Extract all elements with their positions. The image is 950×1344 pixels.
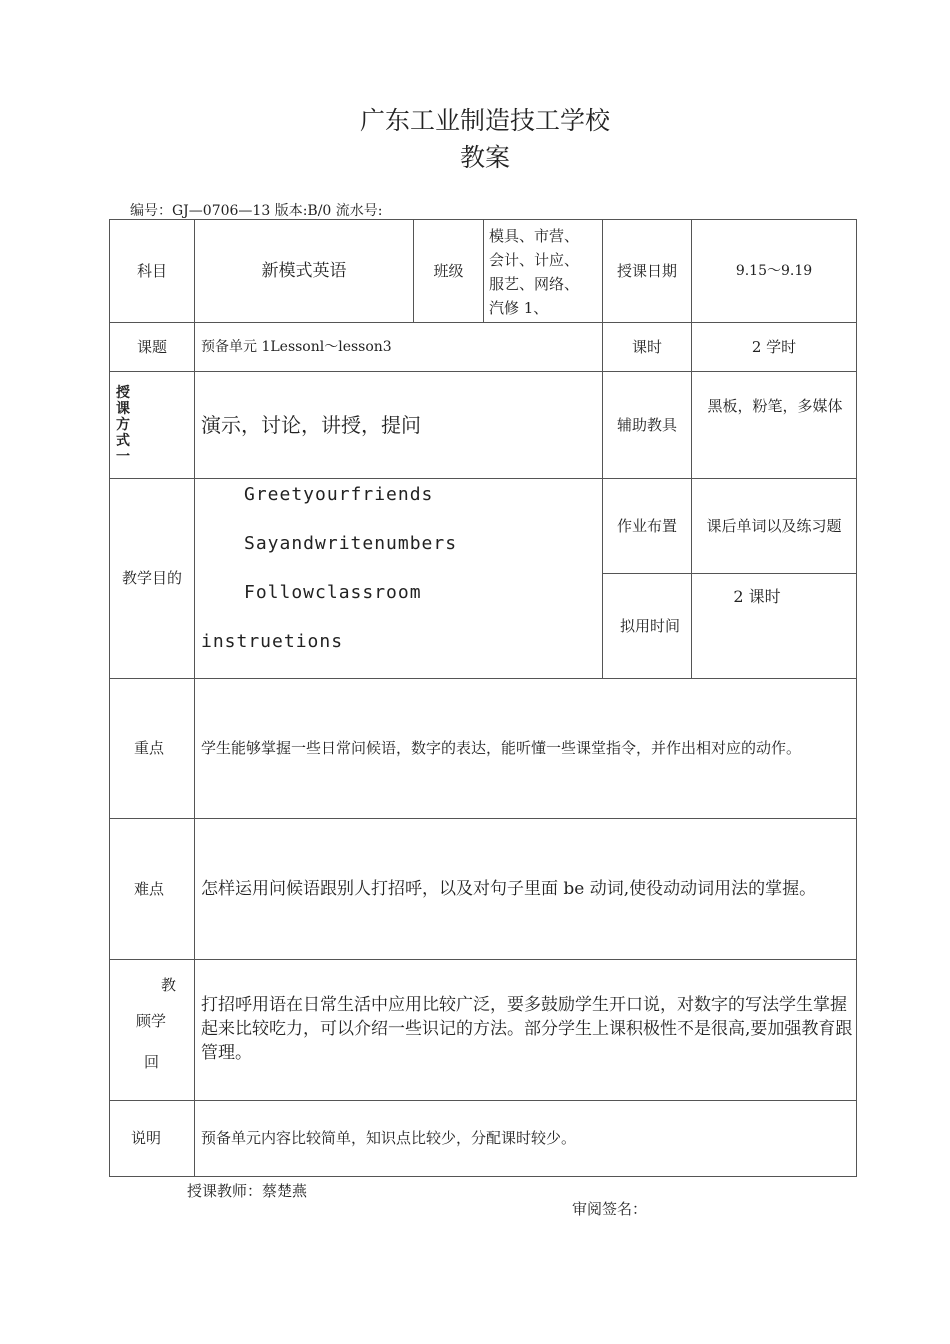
topic-label: 课题	[136, 337, 167, 356]
aids-label: 辅助教具	[616, 415, 677, 434]
homework-label: 作业布置	[616, 516, 677, 535]
difficulty-value: 怎样运用问候语跟别人打招呼，以及对句子里面 be 动词,使役动动词用法的掌握。	[201, 878, 817, 899]
document-meta: 编号：GJ—0706—13 版本:B/0 流水号:	[130, 203, 383, 219]
class-line: 模具、市营、	[489, 227, 580, 245]
aids-value: 黑板，粉笔，多媒体	[707, 397, 843, 415]
time-label: 拟用时间	[619, 616, 680, 635]
class-label: 班级	[433, 261, 464, 280]
class-line: 服艺、网络、	[489, 275, 580, 293]
review-label-line: 顾学	[136, 1012, 167, 1030]
goal-line: Followclassroom	[244, 582, 422, 603]
note-label: 说明	[130, 1129, 161, 1148]
review-label-line: 教	[161, 976, 177, 994]
method-label-char: 方	[116, 417, 130, 434]
subject-value: 新模式英语	[261, 260, 347, 281]
goal-label: 教学目的	[121, 569, 182, 588]
reviewer-signature: 审阅签名：	[572, 1200, 648, 1218]
hours-label: 课时	[631, 337, 662, 356]
method-label-char: 课	[116, 401, 130, 418]
goal-line: Greetyourfriends	[244, 484, 434, 505]
method-value: 演示，讨论，讲授，提问	[201, 412, 421, 437]
goal-line: Sayandwritenumbers	[244, 533, 458, 554]
date-label: 授课日期	[616, 261, 677, 280]
key-value: 学生能够掌握一些日常问候语，数字的表达，能听懂一些课堂指令，并作出相对应的动作。	[201, 739, 802, 758]
teacher-signature: 授课教师：蔡楚燕	[187, 1182, 308, 1200]
hours-value: 2 学时	[751, 337, 797, 356]
method-label-char: 一	[116, 449, 130, 466]
method-label-char: 授	[116, 385, 130, 401]
topic-value: 预备单元 1Lessonl〜lesson3	[201, 338, 392, 355]
method-label	[116, 385, 146, 470]
review-label-line: 回	[144, 1053, 160, 1071]
subject-label: 科目	[136, 261, 167, 280]
date-value: 9.15〜9.19	[735, 262, 813, 279]
goal-line: instruetions	[201, 631, 344, 652]
homework-value: 课后单词以及练习题	[706, 516, 842, 535]
review-value: 打招呼用语在日常生活中应用比较广泛，要多鼓励学生开口说，对数字的写法学生掌握起来比较吃力，可以介绍一些识记的方法。部分学生上课积极性不是很高,要加强教育跟管理。	[201, 995, 853, 1063]
school-title: 广东工业制造技工学校	[359, 106, 610, 135]
note-value: 预备单元内容比较简单，知识点比较少，分配课时较少。	[201, 1129, 577, 1148]
class-value	[489, 224, 601, 320]
class-line: 会计、计应、	[489, 251, 580, 269]
class-line: 汽修 1、	[489, 299, 549, 317]
key-label: 重点	[133, 739, 164, 758]
document-title: 教案	[459, 143, 510, 172]
time-value: 2 课时	[733, 587, 781, 607]
difficulty-label: 难点	[133, 879, 164, 898]
method-label-char: 式	[116, 433, 130, 450]
